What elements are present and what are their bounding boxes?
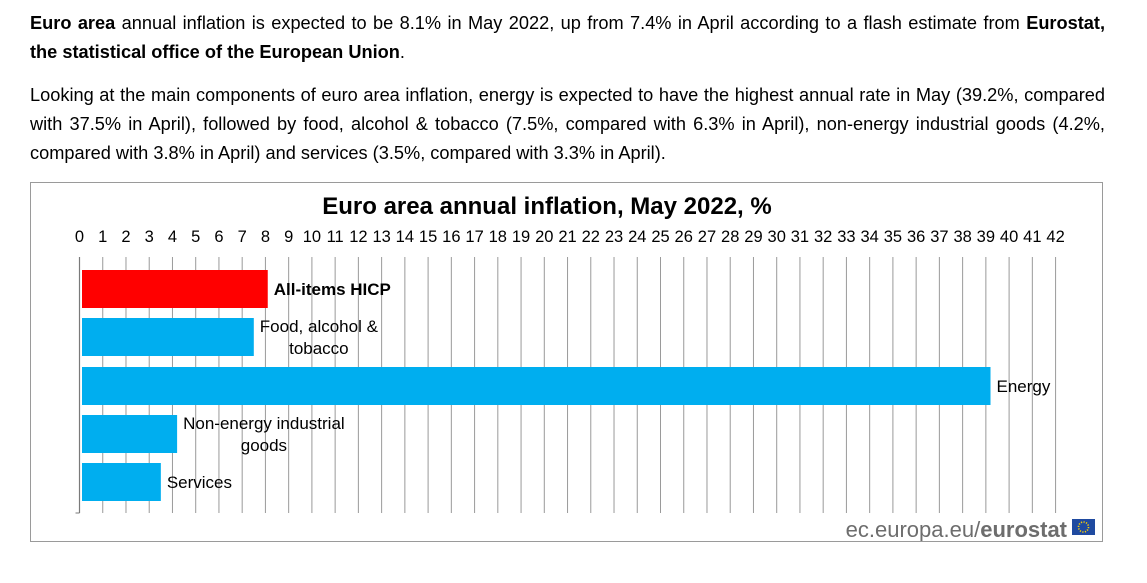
x-tick-label-18: 18	[488, 228, 507, 246]
x-tick-label-24: 24	[628, 228, 647, 246]
x-tick-label-19: 19	[511, 228, 531, 246]
source-text	[846, 517, 1068, 541]
x-tick-label-29: 29	[744, 228, 763, 246]
bar-non-energy-industrial-goods	[82, 415, 177, 453]
bar-label-all-items-hicp: All-items HICP	[273, 280, 391, 299]
x-tick-label-34: 34	[860, 228, 879, 246]
x-tick-label-27: 27	[697, 228, 717, 246]
bar-label-food-alcohol-tobacco: Food, alcohol & tobacco	[259, 317, 378, 358]
x-tick-label-9: 9	[284, 228, 294, 246]
x-tick-label-28: 28	[721, 228, 740, 246]
x-tick-label-11: 11	[326, 228, 344, 246]
x-tick-label-22: 22	[581, 228, 600, 246]
chart-frame	[30, 182, 1103, 542]
x-tick-label-26: 26	[674, 228, 693, 246]
x-tick-label-3: 3	[144, 228, 154, 246]
x-tick-label-15: 15	[418, 228, 438, 246]
x-tick-label-35: 35	[883, 228, 903, 246]
bar-label-services: Services	[166, 473, 233, 492]
bar-label-non-energy-industrial-goods: Non-energy industrial goods	[183, 414, 345, 455]
intro-bold-eurostat: Eurostat, the statistical office of the European Union	[30, 13, 1106, 62]
x-tick-label-1: 1	[98, 228, 108, 246]
bar-label-energy: Energy	[996, 377, 1051, 396]
chart-title: Euro area annual inflation, May 2022, %	[322, 193, 772, 220]
x-tick-label-10: 10	[302, 228, 322, 246]
x-tick-label-7: 7	[237, 228, 247, 246]
eu-flag-icon	[1072, 519, 1095, 535]
x-tick-label-36: 36	[906, 228, 926, 246]
x-tick-label-30: 30	[767, 228, 786, 246]
bar-layer	[82, 270, 991, 501]
x-tick-label-2: 2	[121, 228, 131, 246]
x-tick-label-13: 13	[372, 228, 391, 246]
x-tick-label-5: 5	[191, 228, 201, 246]
bar-energy	[82, 367, 991, 405]
x-tick-label-39: 39	[976, 228, 996, 246]
bar-services	[82, 463, 161, 501]
x-tick-label-38: 38	[953, 228, 972, 246]
x-tick-label-20: 20	[535, 228, 554, 246]
x-tick-label-33: 33	[837, 228, 856, 246]
intro-paragraph-2: Looking at the main components of euro area inflation, energy is expected to have the highest annual rate in May (39.2%, compared with 37.5% in April), followed by food, alcohol & tobacco (7.5%, compared with 6.3% in April), non-energy industrial goods (4.2%, compared with 3.8% in April) and services (3.5%, compared with 3.3% in April).	[30, 85, 1105, 163]
x-tick-label-8: 8	[260, 228, 271, 246]
x-tick-label-17: 17	[465, 228, 484, 246]
x-tick-label-25: 25	[651, 228, 670, 246]
x-tick-label-37: 37	[930, 228, 949, 246]
x-tick-label-40: 40	[999, 228, 1019, 246]
intro-text-2: .	[399, 42, 405, 62]
source-brand: eurostat	[980, 517, 1067, 541]
intro-paragraph-1	[30, 9, 1105, 67]
x-tick-label-23: 23	[604, 228, 624, 246]
x-tick-label-21: 21	[558, 228, 577, 246]
x-tick-label-12: 12	[349, 228, 368, 246]
bar-food-alcohol-tobacco	[82, 318, 254, 356]
x-tick-label-42: 42	[1046, 228, 1065, 246]
intro-bold-euro-area: Euro area	[30, 13, 116, 33]
source-credit	[846, 517, 1095, 541]
x-tick-label-4: 4	[167, 228, 178, 246]
x-tick-label-31: 31	[790, 228, 810, 246]
x-tick-label-0: 0	[74, 228, 85, 246]
tick-label-layer	[75, 228, 1065, 246]
inflation-chart	[31, 183, 1102, 541]
x-tick-label-16: 16	[442, 228, 461, 246]
x-tick-label-32: 32	[814, 228, 833, 246]
intro-text-1: annual inflation is expected to be 8.1% in May 2022, up from 7.4% in April according to a flash estimate from	[115, 13, 1027, 33]
x-tick-label-14: 14	[395, 228, 415, 246]
bar-all-items-hicp	[82, 270, 268, 308]
x-tick-label-6: 6	[214, 228, 224, 246]
source-prefix: ec.europa.eu/	[845, 517, 981, 541]
x-tick-label-41: 41	[1023, 228, 1042, 246]
